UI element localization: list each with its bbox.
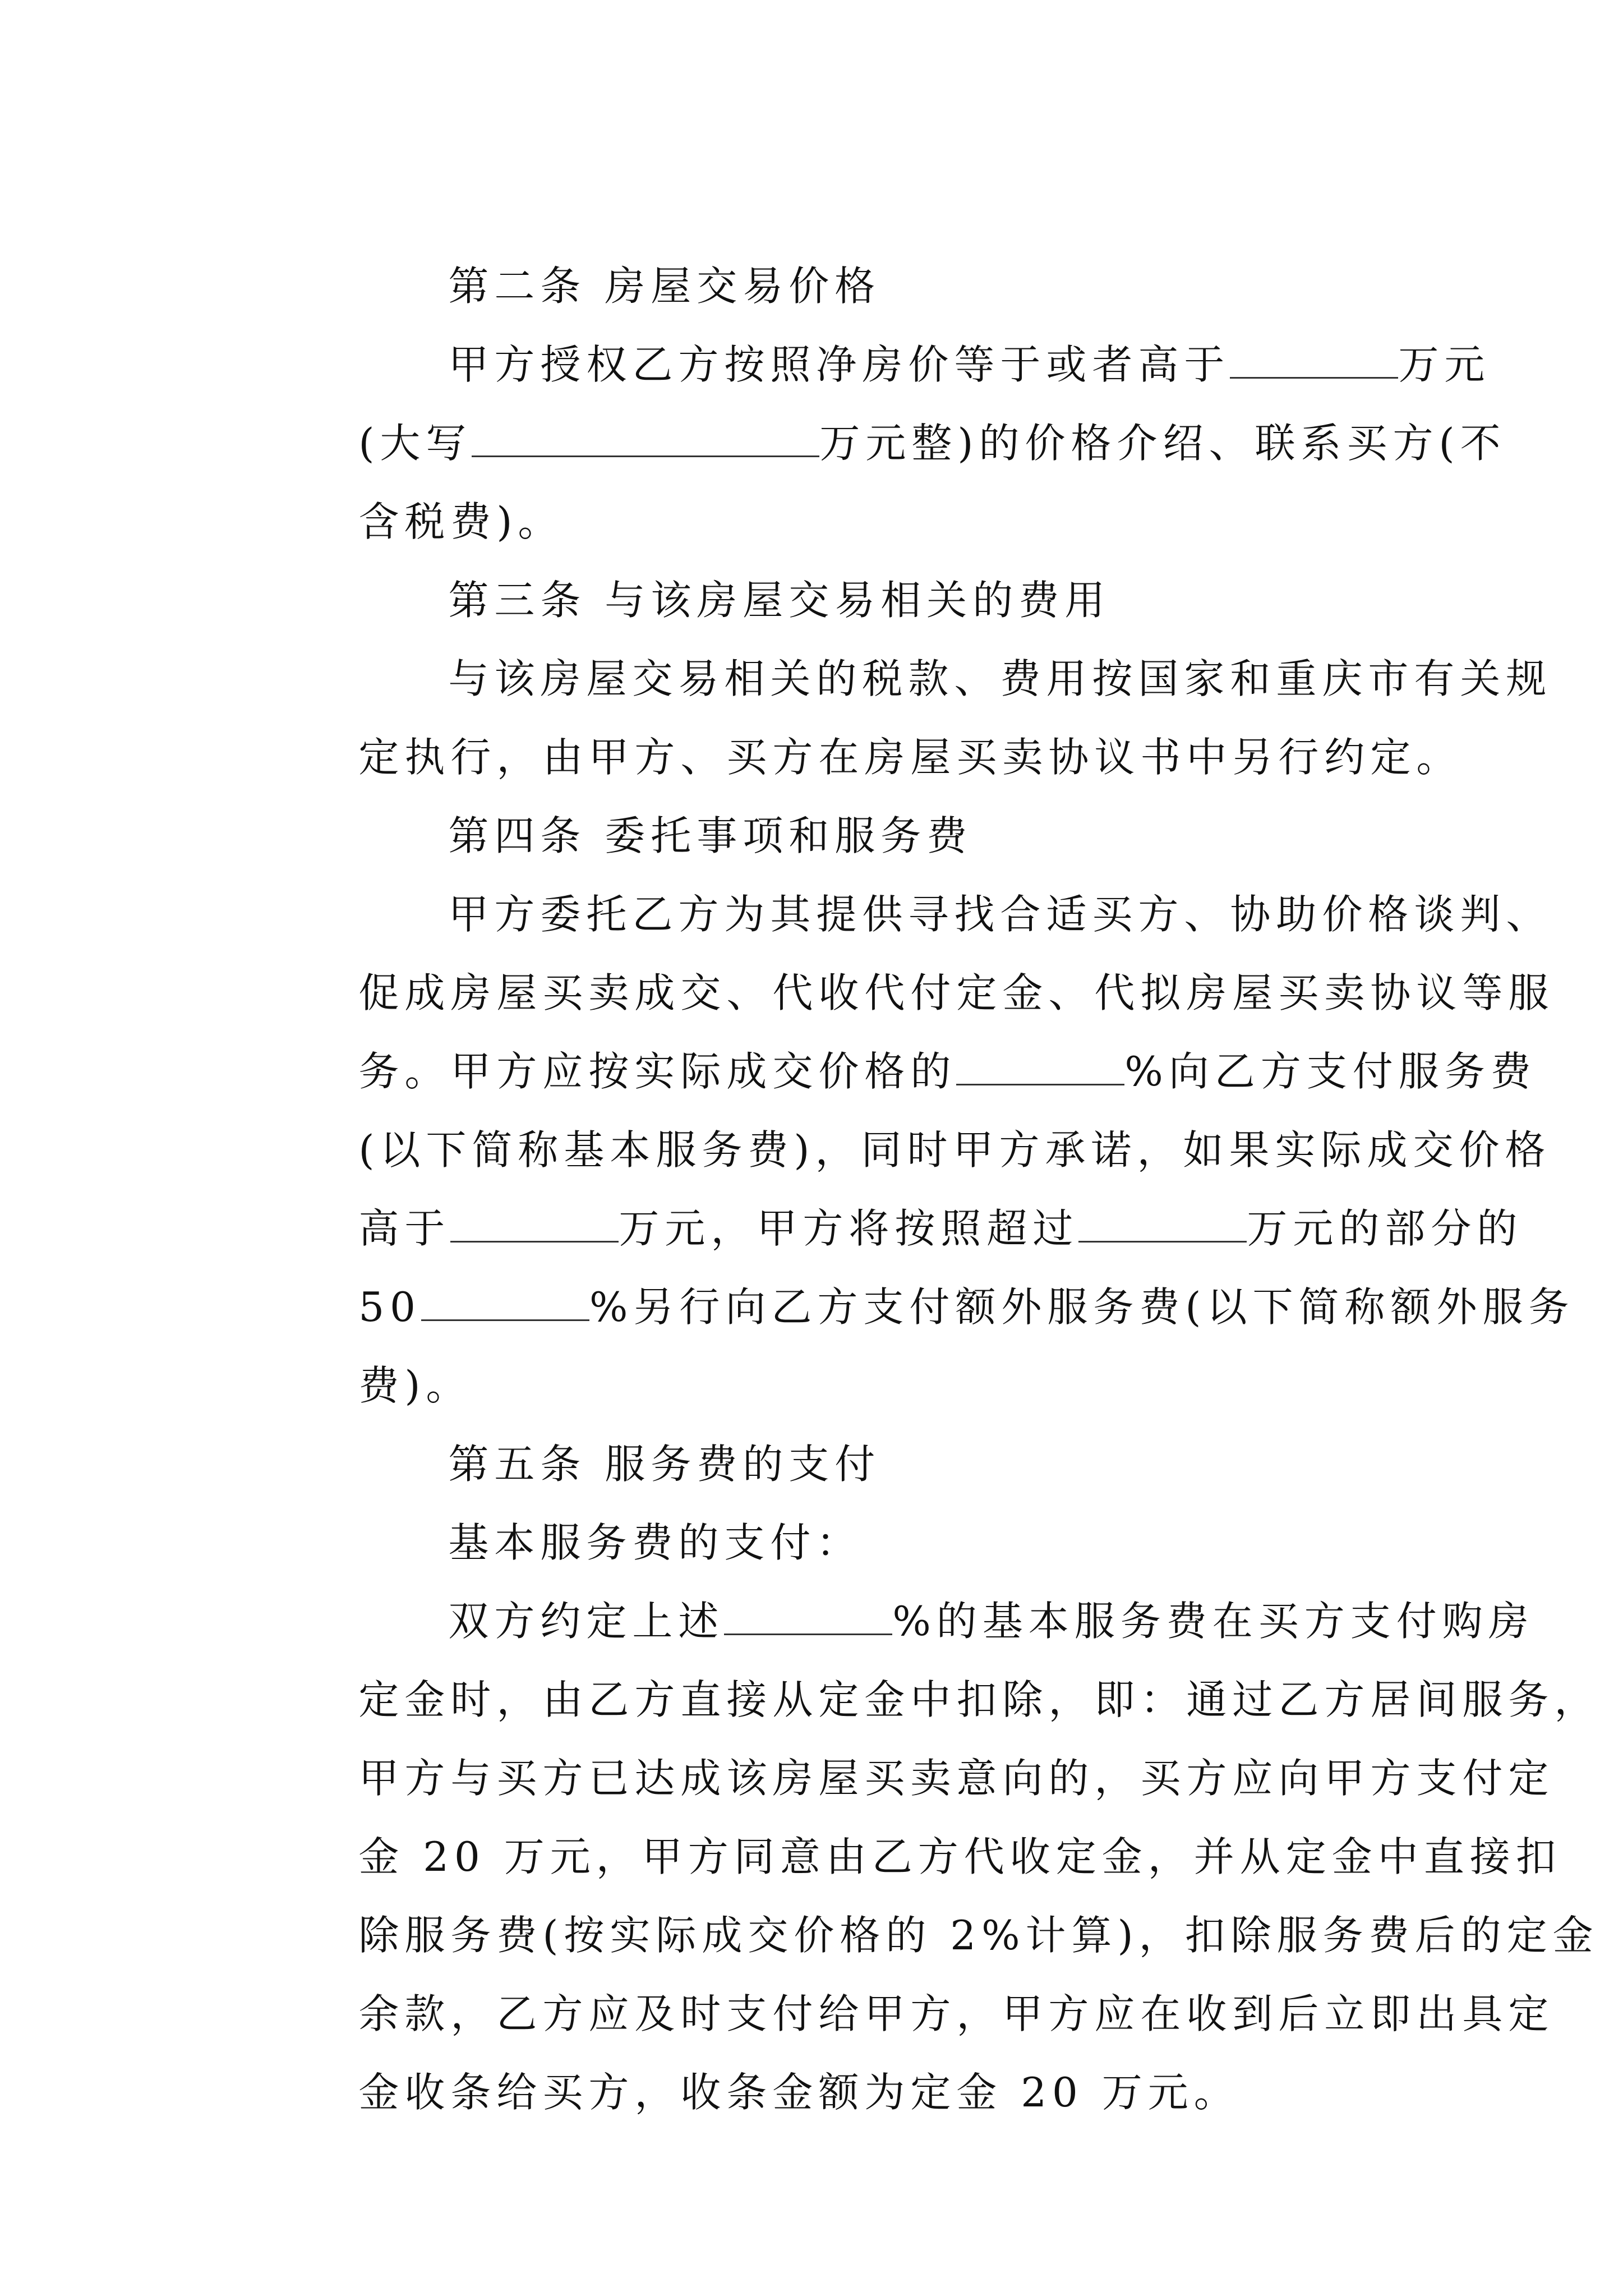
article-3-heading [338, 516, 1111, 624]
line-text: 第四条 委托事项和服务费 [448, 812, 973, 859]
line-text-suffix: 万元 [1398, 341, 1491, 388]
paragraph-line [248, 1144, 1523, 1252]
line-text: 除服务费(按实际成交价格的 2%计算)，扣除服务费后的定金 [358, 1912, 1599, 1959]
line-text: 金 20 万元，甲方同意由乙方代收定金，并从定金中直接扣 [358, 1833, 1562, 1880]
paragraph-line [248, 1851, 1599, 1959]
paragraph-line [338, 280, 1491, 388]
line-text: 余款，乙方应及时支付给甲方，甲方应在收到后立即出具定 [358, 1990, 1555, 2037]
line-text: 甲方与买方已达成该房屋买卖意向的，买方应向甲方支付定 [358, 1755, 1555, 1802]
line-text: 与该房屋交易相关的税款、费用按国家和重庆市有关规 [448, 655, 1552, 702]
line-text: 50 [358, 1283, 421, 1331]
paragraph-line [248, 1773, 1562, 1880]
line-text: 基本服务费的支付： [448, 1519, 863, 1566]
line-text: 第三条 与该房屋交易相关的费用 [448, 577, 1111, 624]
paragraph-line [248, 1301, 472, 1409]
line-text-suffix: %的基本服务费在买方支付购房 [892, 1598, 1534, 1645]
subheading-basic-fee-payment [338, 1458, 863, 1566]
paragraph-line [338, 1537, 1534, 1645]
paragraph-line [248, 1694, 1555, 1802]
line-text: 含税费)。 [358, 498, 564, 545]
article-5-heading [338, 1380, 881, 1488]
paragraph-line [248, 1223, 1575, 1331]
paragraph-line [248, 1930, 1555, 2037]
paragraph-line [248, 1066, 1551, 1174]
line-text-suffix: 万元整)的价格介绍、联系买方(不 [819, 420, 1506, 467]
paragraph-line [248, 2008, 1240, 2116]
line-text-middle: 万元，甲方将按照超过 [619, 1205, 1079, 1252]
paragraph-line [248, 1616, 1601, 1723]
line-text: 金收条给买方，收条金额为定金 20 万元。 [358, 2069, 1240, 2116]
line-text: (以下简称基本服务费)，同时甲方承诺，如果实际成交价格 [358, 1126, 1551, 1174]
paragraph-line [248, 673, 1463, 781]
paragraph-line [248, 909, 1555, 1016]
paragraph-line [248, 359, 1506, 467]
article-2-heading [338, 202, 881, 310]
line-text: 促成房屋买卖成交、代收代付定金、代拟房屋买卖协议等服 [358, 969, 1555, 1016]
line-text: 第五条 服务费的支付 [448, 1441, 881, 1488]
line-text: 定执行，由甲方、买方在房屋买卖协议书中另行约定。 [358, 734, 1463, 781]
line-text-suffix: 万元的部分的 [1247, 1205, 1523, 1252]
line-text: 高于 [358, 1205, 451, 1252]
paragraph-line [338, 595, 1552, 702]
paragraph-line [248, 438, 564, 545]
paragraph-line [338, 830, 1552, 938]
line-text: 甲方授权乙方按照净房价等于或者高于 [448, 341, 1230, 388]
article-4-heading [338, 752, 973, 859]
line-text-suffix: %向乙方支付服务费 [1124, 1048, 1537, 1095]
line-text-suffix: %另行向乙方支付额外服务费(以下简称额外服务 [589, 1283, 1575, 1331]
line-text: 第二条 房屋交易价格 [448, 263, 881, 310]
line-text: 定金时，由乙方直接从定金中扣除，即：通过乙方居间服务， [358, 1676, 1601, 1723]
line-text: 费)。 [358, 1362, 472, 1409]
paragraph-line [248, 987, 1537, 1095]
line-text: 务。甲方应按实际成交价格的 [358, 1048, 957, 1095]
line-text: 甲方委托乙方为其提供寻找合适买方、协助价格谈判、 [448, 891, 1552, 938]
line-text: 双方约定上述 [448, 1598, 725, 1645]
line-text: (大写 [358, 420, 472, 467]
